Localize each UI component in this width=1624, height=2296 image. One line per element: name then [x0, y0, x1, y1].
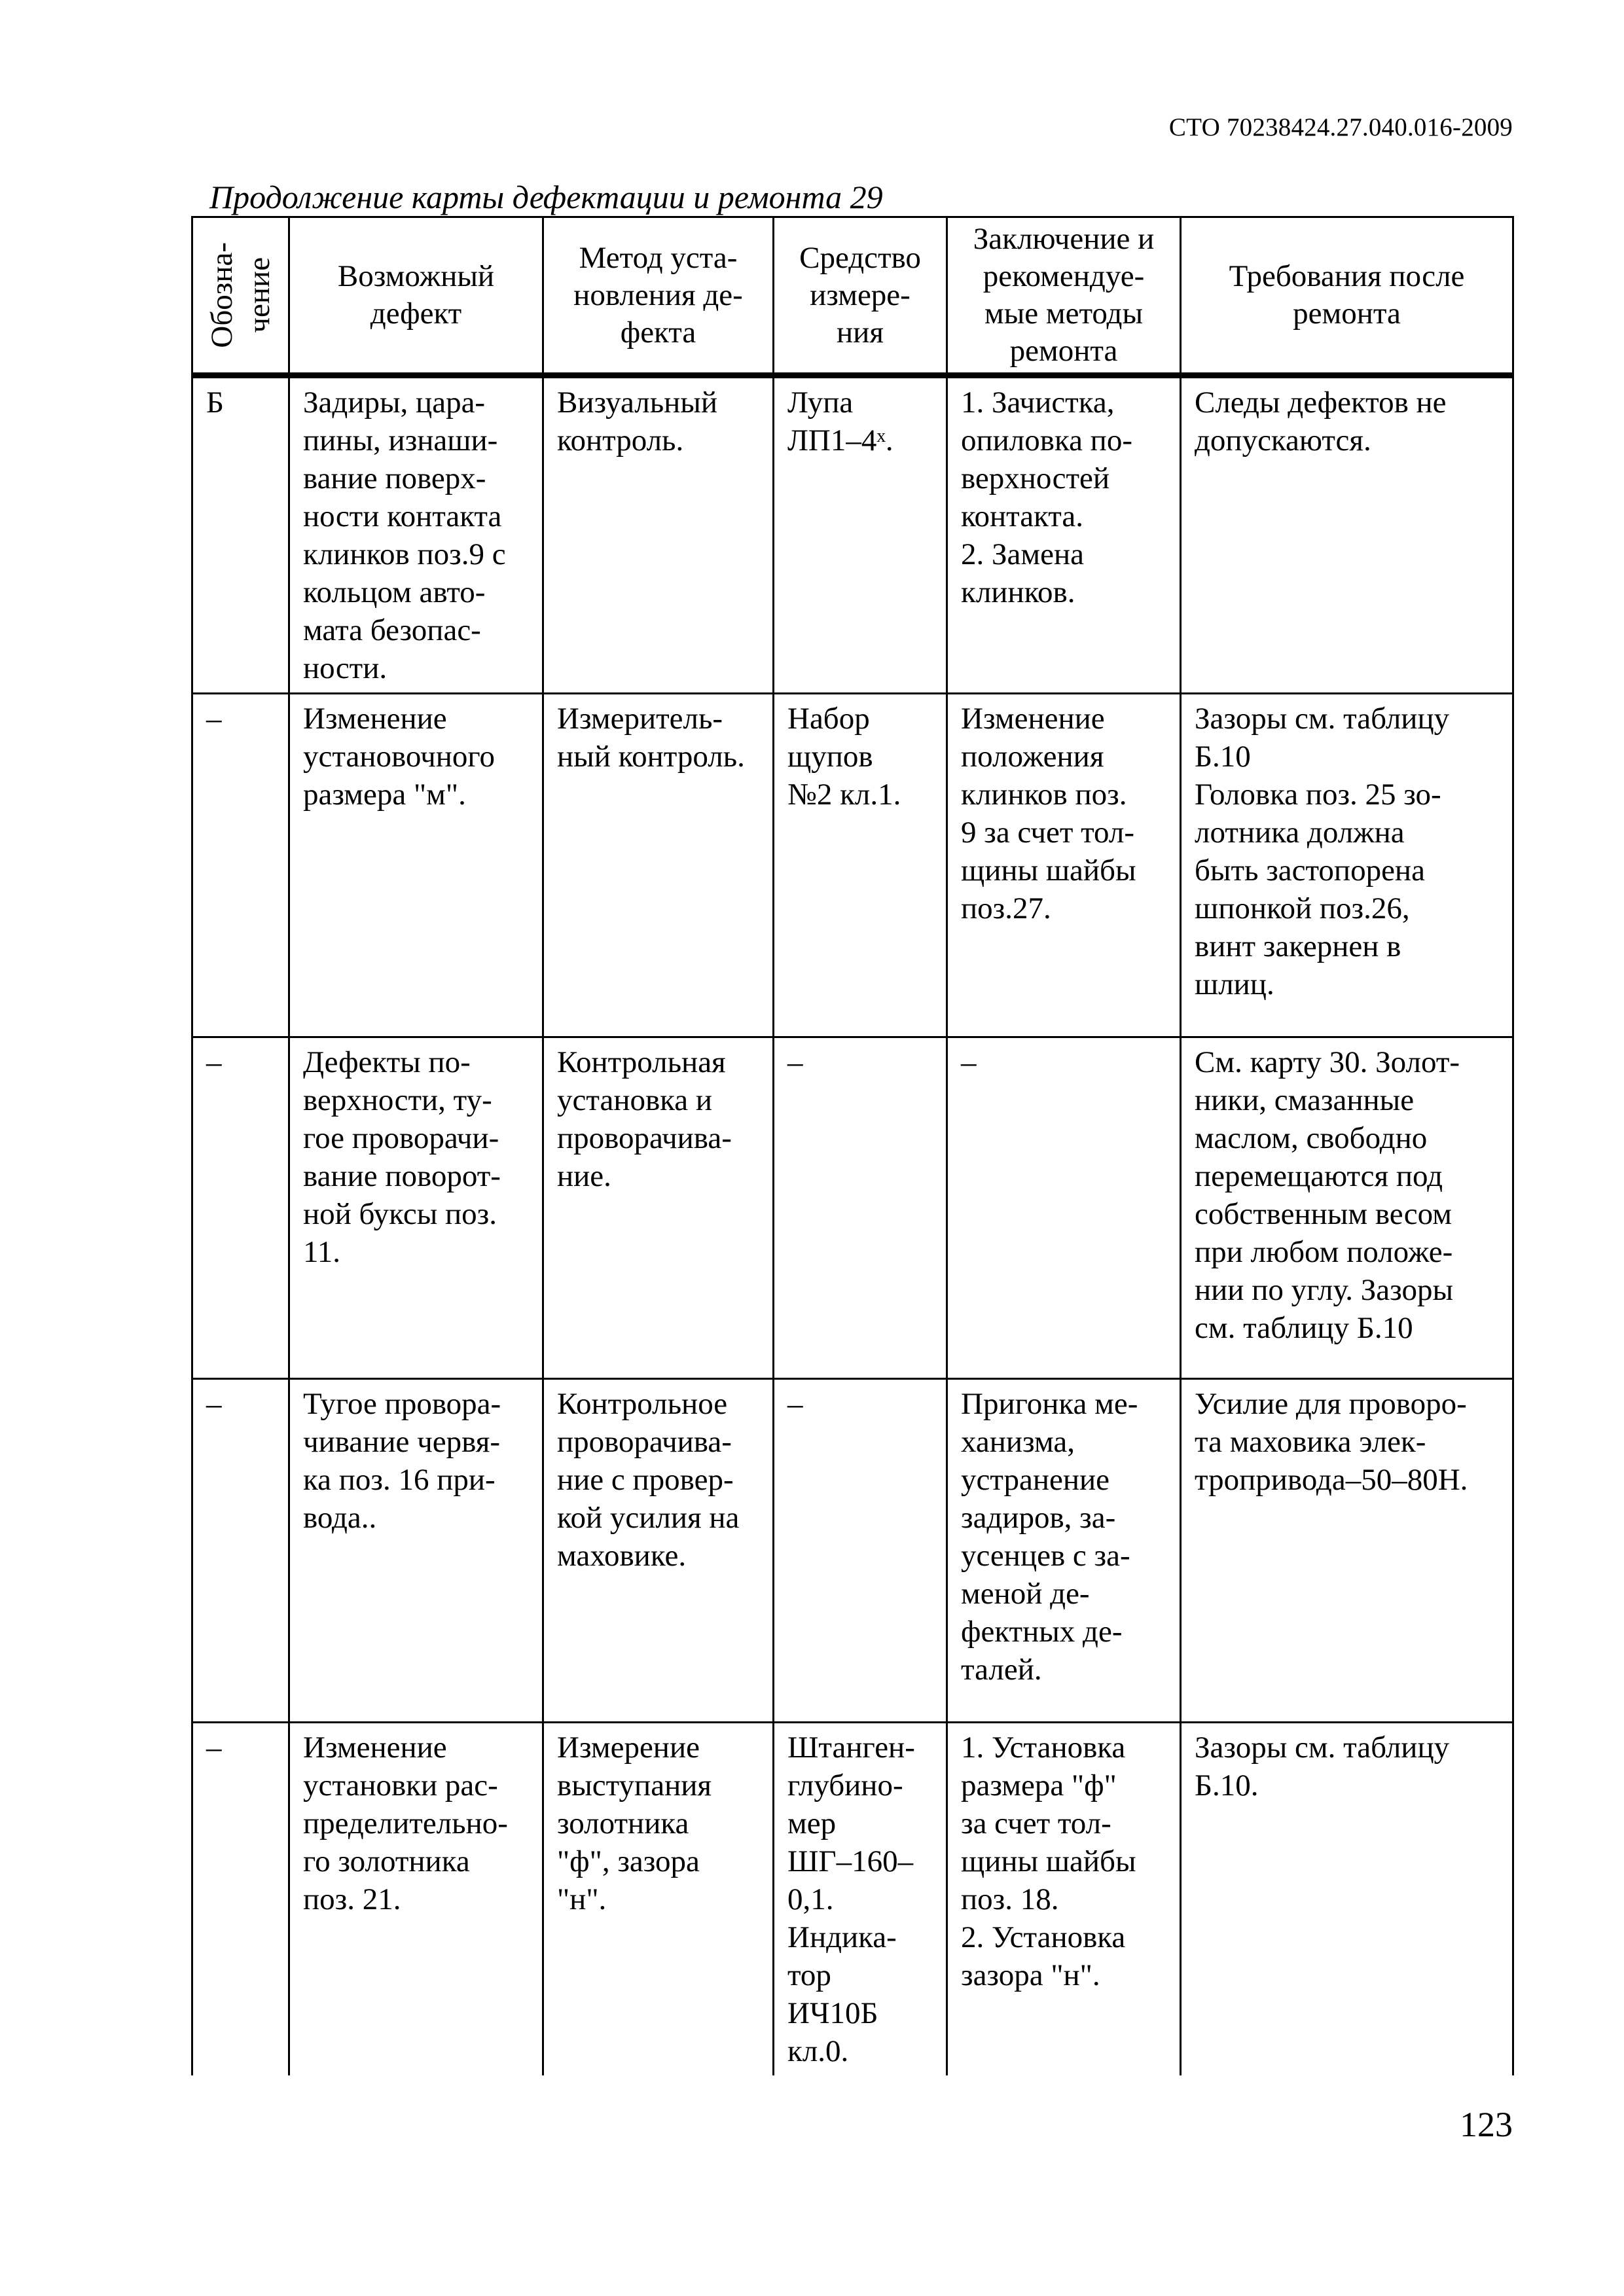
cell-conclusion-text: –: [961, 1045, 977, 1079]
table-row: [192, 1723, 1513, 2076]
cell-method: [543, 1379, 774, 1723]
column-header-defect: [289, 217, 543, 376]
cell-designation: [192, 1037, 289, 1379]
cell-method-text: Измерение выступания золотника "ф", зазора "н".: [557, 1731, 712, 1916]
cell-designation: [192, 694, 289, 1037]
cell-instrument: [774, 694, 947, 1037]
cell-requirements-text: Зазоры см. таблицу Б.10 Головка поз. 25 зо- лотника должна быть застопорена шпонкой поз.26, винт закернен в шлиц.: [1195, 702, 1450, 1001]
defect-repair-table: [191, 216, 1514, 2075]
cell-designation-text: Б: [206, 386, 224, 420]
table-row: [192, 1379, 1513, 1723]
cell-designation-text: –: [206, 1731, 222, 1765]
column-header-defect-label: Возможный дефект: [337, 259, 495, 331]
cell-requirements-text: Зазоры см. таблицу Б.10.: [1195, 1731, 1450, 1803]
cell-method: [543, 376, 774, 694]
cell-instrument: [774, 1037, 947, 1379]
cell-instrument-text: Набор щупов №2 кл.1.: [787, 702, 901, 812]
cell-requirements: [1181, 376, 1513, 694]
column-header-designation: [192, 217, 289, 376]
cell-conclusion-text: Изменение положения клинков поз. 9 за счет тол- щины шайбы поз.27.: [961, 702, 1136, 925]
cell-requirements-text: См. карту 30. Золот- ники, смазанные маслом, свободно перемещаются под собственным весом при любом положе- нии по углу. Зазоры см. таблицу Б.10: [1195, 1045, 1460, 1345]
cell-defect-text: Изменение установочного размера "м".: [303, 702, 496, 812]
cell-conclusion: [947, 694, 1181, 1037]
cell-requirements-text: Усилие для проворо- та маховика элек- тропривода–50–80Н.: [1195, 1387, 1468, 1497]
cell-conclusion: [947, 376, 1181, 694]
cell-requirements: [1181, 1379, 1513, 1723]
cell-requirements: [1181, 694, 1513, 1037]
column-header-designation-label: Обозна- чение: [204, 242, 276, 348]
column-header-conclusion-label: Заключение и рекомендуе- мые методы ремонта: [973, 222, 1155, 368]
cell-requirements: [1181, 1723, 1513, 2076]
cell-instrument: [774, 1379, 947, 1723]
column-header-conclusion: [947, 217, 1181, 376]
column-header-instrument: [774, 217, 947, 376]
cell-instrument: [774, 1723, 947, 2076]
cell-instrument-text: –: [787, 1387, 803, 1421]
column-header-instrument-label: Средство измере- ния: [799, 240, 921, 350]
cell-defect-text: Тугое провора- чивание червя- ка поз. 16 при- вода..: [303, 1387, 501, 1535]
cell-defect: [289, 1379, 543, 1723]
cell-instrument: [774, 376, 947, 694]
cell-defect: [289, 376, 543, 694]
page-number: 123: [1460, 2105, 1513, 2144]
cell-designation: [192, 376, 289, 694]
document-code: СТО 70238424.27.040.016-2009: [1168, 113, 1513, 141]
table-header-row: [192, 217, 1513, 376]
cell-method-text: Визуальный контроль.: [557, 386, 718, 457]
cell-defect-text: Изменение установки рас- пределительно- го золотника поз. 21.: [303, 1731, 508, 1916]
cell-instrument-text: –: [787, 1045, 803, 1079]
cell-defect: [289, 1723, 543, 2076]
table-row: [192, 376, 1513, 694]
cell-defect: [289, 1037, 543, 1379]
cell-designation: [192, 1723, 289, 2076]
table-caption: Продолжение карты дефектации и ремонта 29: [209, 179, 883, 215]
cell-requirements-text: Следы дефектов не допускаются.: [1195, 386, 1447, 457]
cell-conclusion: [947, 1723, 1181, 2076]
cell-method: [543, 1037, 774, 1379]
column-header-method: [543, 217, 774, 376]
column-header-requirements-label: Требования после ремонта: [1229, 259, 1465, 331]
table-row: [192, 1037, 1513, 1379]
cell-method-text: Измеритель- ный контроль.: [557, 702, 745, 774]
cell-designation-text: –: [206, 1045, 222, 1079]
cell-designation-text: –: [206, 1387, 222, 1421]
cell-conclusion-text: 1. Установка размера "ф" за счет тол- щины шайбы поз. 18. 2. Установка зазора "н".: [961, 1731, 1136, 1992]
cell-defect: [289, 694, 543, 1037]
cell-designation-text: –: [206, 702, 222, 736]
column-header-requirements: [1181, 217, 1513, 376]
column-header-method-label: Метод уста- новления де- фекта: [573, 240, 743, 350]
cell-instrument-text: Штанген- глубино- мер ШГ–160– 0,1. Индика- тор ИЧ10Б кл.0.: [787, 1731, 915, 2068]
cell-conclusion-text: Пригонка ме- ханизма, устранение задиров, за- усенцев с за- меной де- фектных де- талей.: [961, 1387, 1138, 1687]
cell-defect-text: Задиры, цара- пины, изнаши- вание поверх- ности контакта клинков поз.9 с кольцом авто- мата безопас- ности.: [303, 386, 506, 685]
cell-method: [543, 1723, 774, 2076]
cell-conclusion-text: 1. Зачистка, опиловка по- верхностей контакта. 2. Замена клинков.: [961, 386, 1132, 609]
cell-conclusion: [947, 1379, 1181, 1723]
table-row: [192, 694, 1513, 1037]
cell-conclusion: [947, 1037, 1181, 1379]
cell-defect-text: Дефекты по- верхности, ту- гое проворачи- вание поворот- ной буксы поз. 11.: [303, 1045, 501, 1269]
cell-designation: [192, 1379, 289, 1723]
cell-method-text: Контрольная установка и проворачива- ние.: [557, 1045, 732, 1193]
cell-method: [543, 694, 774, 1037]
cell-instrument-text: Лупа ЛП1–4ˣ.: [787, 386, 893, 457]
cell-method-text: Контрольное проворачива- ние с провер- кой усилия на маховике.: [557, 1387, 740, 1573]
cell-requirements: [1181, 1037, 1513, 1379]
